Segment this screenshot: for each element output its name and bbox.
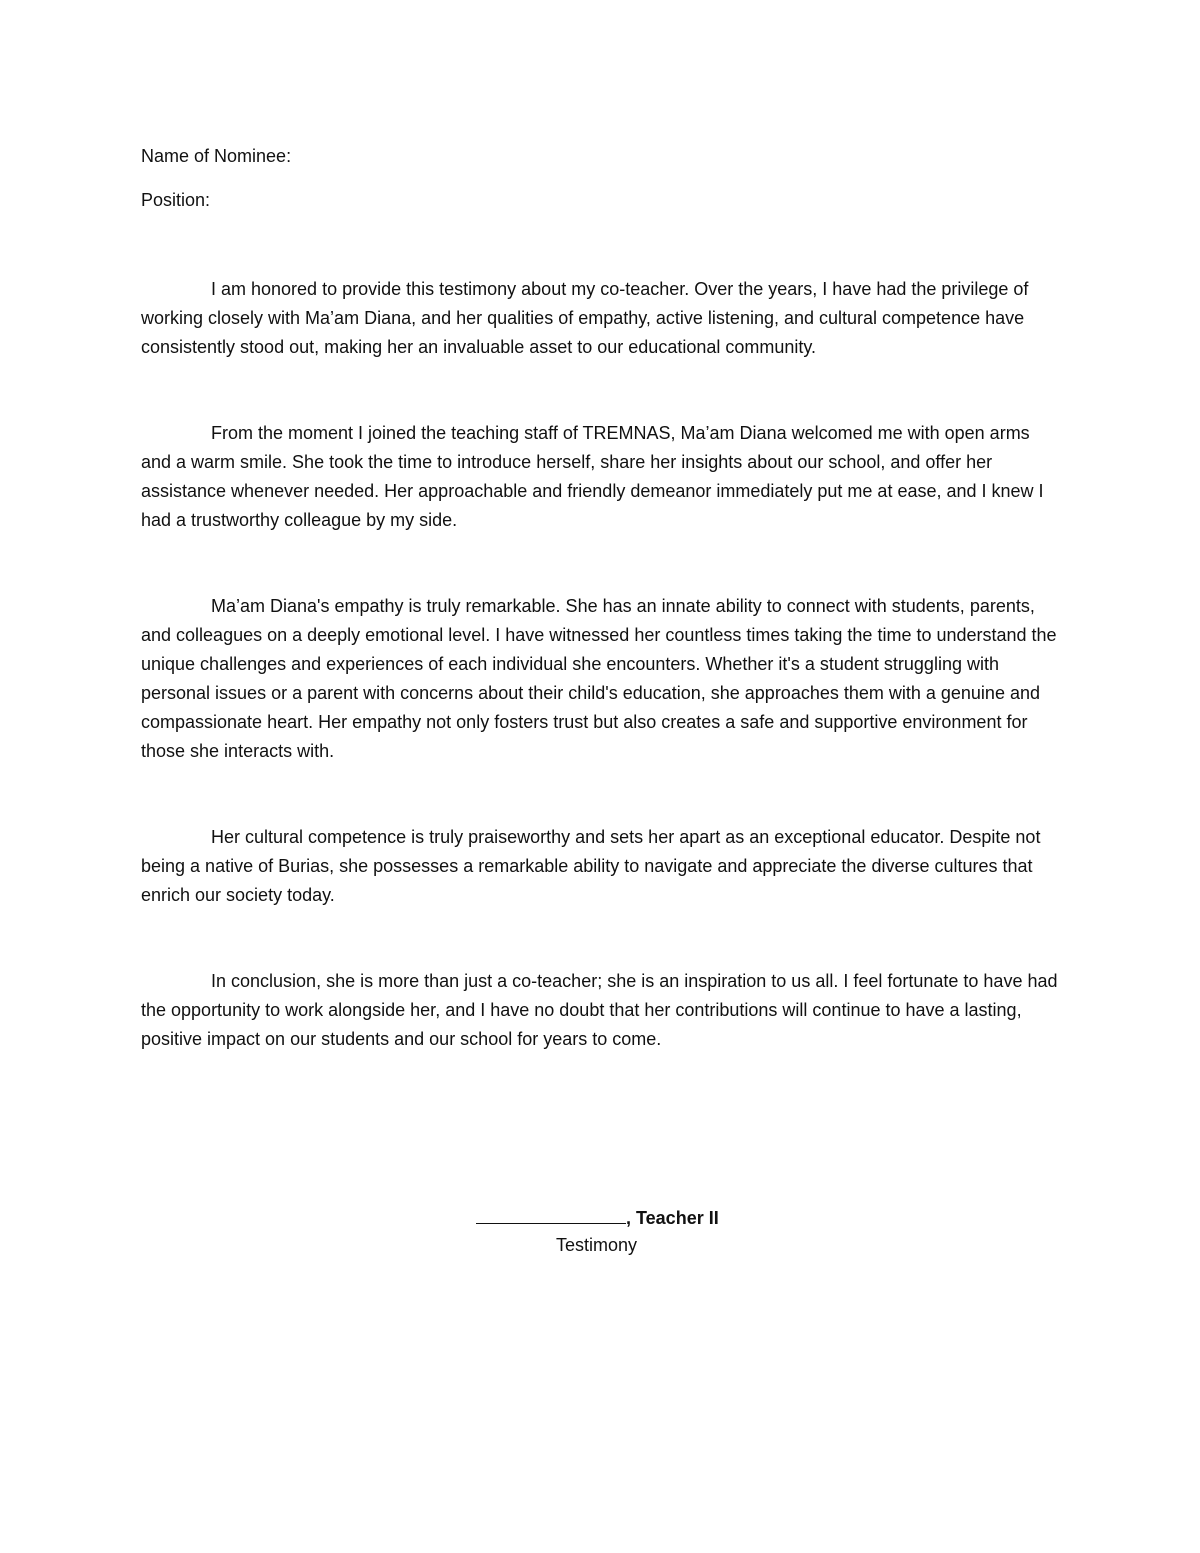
paragraph-intro: I am honored to provide this testimony about my co-teacher. Over the years, I have had the privilege of working closely with Ma’am Diana, and her qualities of empathy, active listening, and cultural competence have consistently stood out, making her an invaluable asset to our educational community. (141, 279, 1029, 357)
paragraph-conclusion: In conclusion, she is more than just a co-teacher; she is an inspiration to us all. I feel fortunate to have had the opportunity to work alongside her, and I have no doubt that her contributions will continue to have a lasting, positive impact on our students and our school for years to come. (141, 971, 1058, 1049)
nominee-label: Name of Nominee: (141, 146, 292, 166)
paragraph-welcome: From the moment I joined the teaching staff of TREMNAS, Ma’am Diana welcomed me with open arms and a warm smile. She took the time to introduce herself, share her insights about our school, and offer her assistance whenever needed. Her approachable and friendly demeanor immediately put me at ease, and I knew I had a trustworthy colleague by my side. (141, 423, 1044, 530)
signature-line (476, 1205, 1176, 1230)
signature-blank (476, 1205, 626, 1224)
paragraph-cultural-competence: Her cultural competence is truly praiseworthy and sets her apart as an exceptional educator. Despite not being a native of Burias, she possesses a remarkable ability to navigate and appreciate the diverse cultures that enrich our society today. (141, 827, 1041, 905)
signature-caption: Testimony (556, 1235, 638, 1255)
position-label: Position: (141, 190, 211, 210)
signature-title: , Teacher II (626, 1208, 719, 1228)
paragraph-empathy: Ma’am Diana's empathy is truly remarkable. She has an innate ability to connect with students, parents, and colleagues on a deeply emotional level. I have witnessed her countless times taking the time to understand the unique challenges and experiences of each individual she encounters. Whether it's a student struggling with personal issues or a parent with concerns about their child's education, she approaches them with a genuine and compassionate heart. Her empathy not only fosters trust but also creates a safe and supportive environment for those she interacts with. (141, 596, 1057, 761)
